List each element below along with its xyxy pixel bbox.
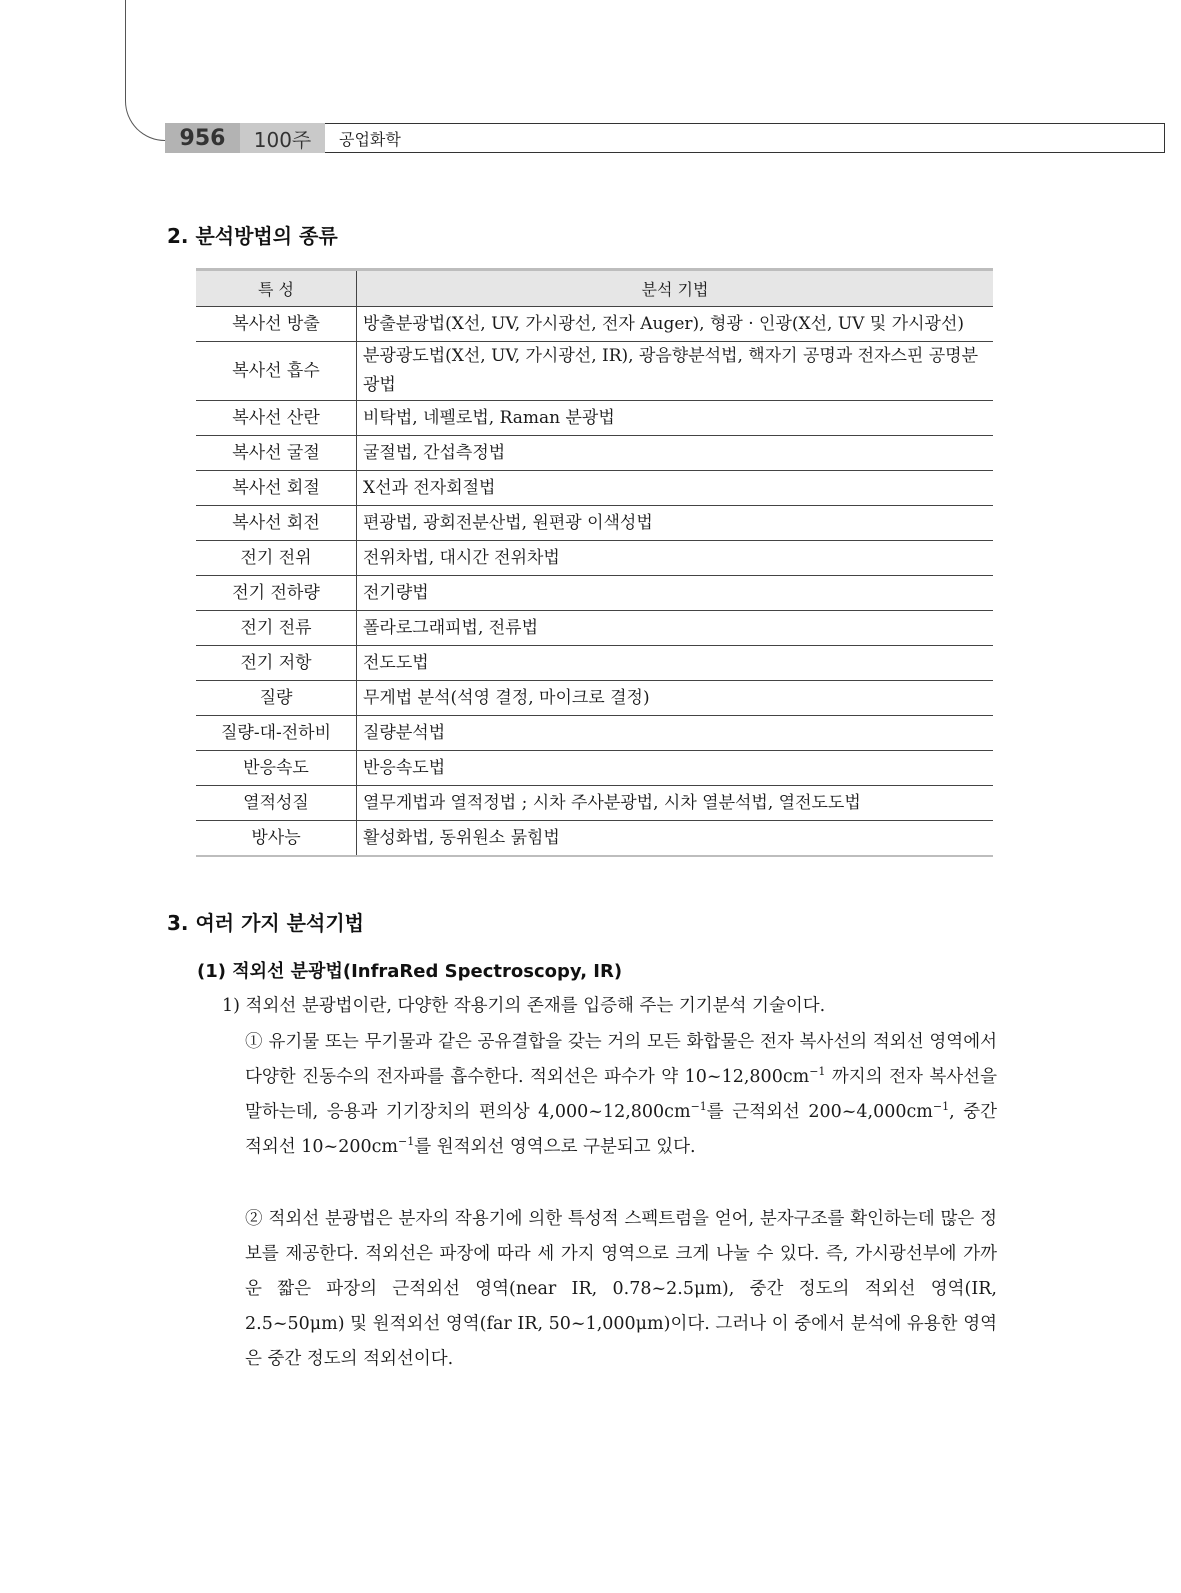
point-2-text: 적외선 분광법은 분자의 작용기에 의한 특성적 스펙트럼을 얻어, 분자구조를 확인하는데 많은 정보를 제공한다. 적외선은 파장에 따라 세 가지 영역으로 크게 나눌 수 있다. 즉, 가시광선부에 가까운 짧은 파장의 근적외선 영역(near IR, 0.78~2.5μm), 중간 정도의 적외선 영역(IR, 2.5~50μm) 및 원적외선 영역(far IR, 50~1,000μm)이다. 그러나 이 중에서 분석에 유용한 영역은 중간 정도의 적외선이다.: [245, 1209, 998, 1369]
table-row: [196, 681, 993, 716]
cell-technique: 무게법 분석(석영 결정, 마이크로 결정): [357, 681, 994, 716]
table-row: [196, 821, 993, 857]
table-row: [196, 541, 993, 576]
point-1-text-b: 까지의 전자 복사선을 말하는데, 응용과 기기장치의 편의상 4,000~12,800cm: [245, 1067, 997, 1122]
table-row: [196, 786, 993, 821]
cell-technique: 비탁법, 네펠로법, Raman 분광법: [357, 401, 994, 436]
cell-technique: 전기량법: [357, 576, 994, 611]
cell-property: 복사선 굴절: [196, 436, 357, 471]
item-1-number: 1): [222, 996, 240, 1016]
table-row: [196, 751, 993, 786]
section-2-title: 2. 분석방법의 종류: [167, 224, 338, 248]
analysis-methods-table: [196, 268, 993, 857]
point-1: [245, 1025, 997, 1165]
point-1-text-c: 를 근적외선 200~4,000cm: [706, 1102, 933, 1122]
table-row: [196, 471, 993, 506]
point-1-marker: ①: [245, 1032, 263, 1052]
table-row: [196, 342, 993, 401]
point-1-sup-c: −1: [932, 1100, 950, 1114]
cell-property: 반응속도: [196, 751, 357, 786]
point-1-sup-d: −1: [398, 1135, 415, 1149]
header-property: 특 성: [196, 270, 357, 307]
cell-property: 복사선 흡수: [196, 342, 357, 401]
cell-technique: 분광광도법(X선, UV, 가시광선, IR), 광음향분석법, 핵자기 공명과 전자스핀 공명분광법: [357, 342, 994, 401]
cell-property: 복사선 회절: [196, 471, 357, 506]
cell-property: 복사선 회전: [196, 506, 357, 541]
cell-technique: 활성화법, 동위원소 묽힘법: [357, 821, 994, 857]
page-number: 956: [165, 123, 240, 153]
point-2-marker: ②: [245, 1209, 263, 1229]
table-row: [196, 307, 993, 342]
item-1: [222, 989, 1002, 1024]
cell-property: 전기 전류: [196, 611, 357, 646]
table-row: [196, 576, 993, 611]
cell-technique: 질량분석법: [357, 716, 994, 751]
running-header: [165, 123, 1165, 153]
table-body: [196, 307, 993, 857]
subject-title: 공업화학: [325, 123, 1165, 153]
table-header-row: [196, 270, 993, 307]
subsection-title: (1) 적외선 분광법(InfraRed Spectroscopy, IR): [197, 961, 623, 982]
cell-technique: 굴절법, 간섭측정법: [357, 436, 994, 471]
page-corner-decoration: [125, 0, 186, 141]
table-row: [196, 611, 993, 646]
cell-technique: 전위차법, 대시간 전위차법: [357, 541, 994, 576]
section-3-title: 3. 여러 가지 분석기법: [167, 911, 364, 935]
table-row: [196, 646, 993, 681]
cell-property: 열적성질: [196, 786, 357, 821]
cell-technique: 방출분광법(X선, UV, 가시광선, 전자 Auger), 형광 · 인광(X선, UV 및 가시광선): [357, 307, 994, 342]
cell-property: 전기 전위: [196, 541, 357, 576]
point-2: [245, 1202, 997, 1377]
cell-technique: 전도도법: [357, 646, 994, 681]
header-technique: 분석 기법: [357, 270, 994, 307]
cell-property: 방사능: [196, 821, 357, 857]
cell-technique: 폴라로그래피법, 전류법: [357, 611, 994, 646]
table-row: [196, 506, 993, 541]
cell-property: 전기 전하량: [196, 576, 357, 611]
cell-technique: X선과 전자회절법: [357, 471, 994, 506]
point-1-text-d: , 중간 적외선 10~200cm: [245, 1102, 998, 1157]
cell-technique: 열무게법과 열적정법 ; 시차 주사분광법, 시차 열분석법, 열전도도법: [357, 786, 994, 821]
cell-property: 복사선 방출: [196, 307, 357, 342]
point-1-text-a: 유기물 또는 무기물과 같은 공유결합을 갖는 거의 모든 화합물은 전자 복사선의 적외선 영역에서 다양한 진동수의 전자파를 흡수한다. 적외선은 파수가 약 10~12,800cm: [245, 1032, 998, 1087]
table-row: [196, 716, 993, 751]
item-1-text: 적외선 분광법이란, 다양한 작용기의 존재를 입증해 주는 기기분석 기술이다.: [245, 996, 826, 1016]
point-1-text-e: 를 원적외선 영역으로 구분되고 있다.: [414, 1137, 696, 1157]
cell-property: 전기 저항: [196, 646, 357, 681]
cell-property: 복사선 산란: [196, 401, 357, 436]
cell-property: 질량-대-전하비: [196, 716, 357, 751]
cell-technique: 편광법, 광회전분산법, 원편광 이색성법: [357, 506, 994, 541]
cell-technique: 반응속도법: [357, 751, 994, 786]
point-1-sup-b: −1: [690, 1100, 707, 1114]
table-row: [196, 436, 993, 471]
cell-property: 질량: [196, 681, 357, 716]
point-1-sup-a: −1: [809, 1065, 826, 1079]
book-title: 100주: [240, 123, 325, 153]
table-row: [196, 401, 993, 436]
